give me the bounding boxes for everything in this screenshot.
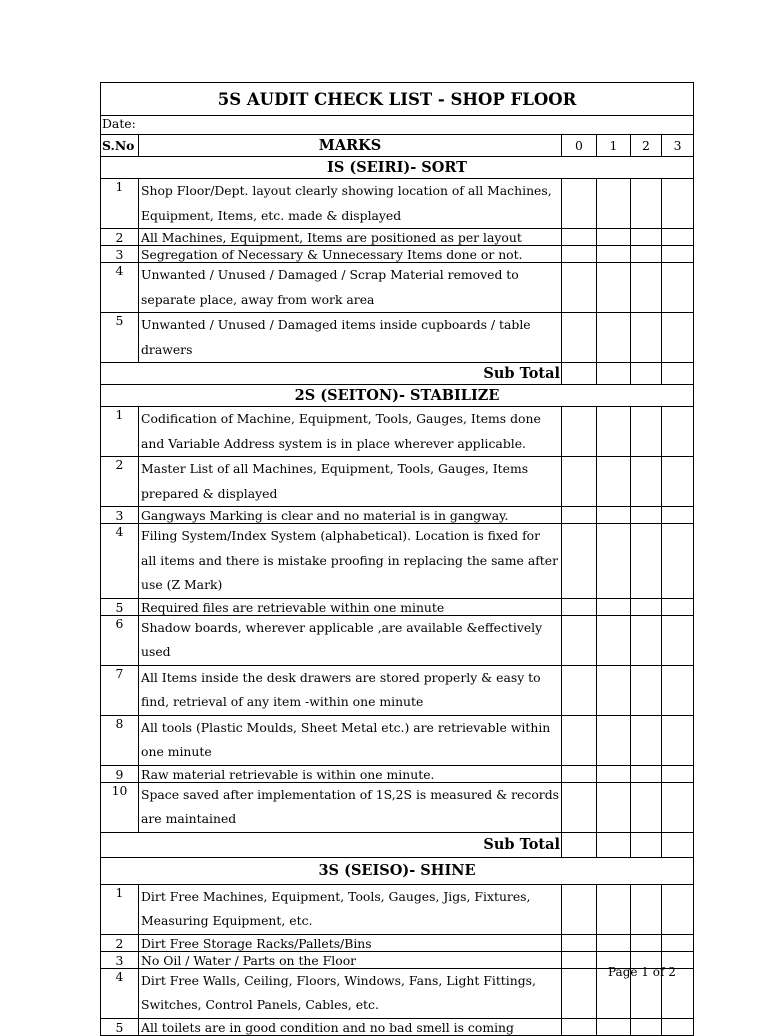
score-cell-1[interactable] (597, 263, 631, 313)
item-number: 8 (101, 715, 139, 765)
checklist-item-row (101, 407, 694, 457)
checklist-item-row (101, 246, 694, 263)
checklist-item-row (101, 1018, 694, 1035)
score-cell-3[interactable] (662, 457, 694, 507)
score-cell-0[interactable] (562, 951, 597, 968)
score-cell-1[interactable] (597, 715, 631, 765)
subtotal-score-cell-0[interactable] (562, 363, 597, 385)
score-cell-1[interactable] (597, 229, 631, 246)
checklist-item-row (101, 263, 694, 313)
score-cell-0[interactable] (562, 524, 597, 599)
score-cell-0[interactable] (562, 715, 597, 765)
score-cell-2[interactable] (631, 246, 662, 263)
score-cell-2[interactable] (631, 715, 662, 765)
score-cell-0[interactable] (562, 407, 597, 457)
section-row (101, 857, 694, 884)
item-number: 3 (101, 507, 139, 524)
item-description: All toilets are in good condition and no bad smell is coming (139, 1018, 562, 1035)
score-cell-3[interactable] (662, 615, 694, 665)
score-cell-1[interactable] (597, 507, 631, 524)
item-number: 6 (101, 615, 139, 665)
score-cell-0[interactable] (562, 457, 597, 507)
score-cell-1[interactable] (597, 457, 631, 507)
subtotal-label: Sub Total (101, 832, 562, 857)
section-row (101, 385, 694, 407)
score-cell-0[interactable] (562, 229, 597, 246)
item-number: 2 (101, 229, 139, 246)
item-number: 4 (101, 263, 139, 313)
score-cell-0[interactable] (562, 179, 597, 229)
item-number: 3 (101, 246, 139, 263)
item-number: 1 (101, 407, 139, 457)
item-number: 5 (101, 313, 139, 363)
score-cell-1[interactable] (597, 1018, 631, 1035)
score-cell-2[interactable] (631, 1018, 662, 1035)
score-cell-1[interactable] (597, 598, 631, 615)
score-cell-1[interactable] (597, 313, 631, 363)
subtotal-score-cell-0[interactable] (562, 832, 597, 857)
score-cell-0[interactable] (562, 598, 597, 615)
checklist-item-row (101, 968, 694, 1018)
score-cell-2[interactable] (631, 179, 662, 229)
score-cell-3[interactable] (662, 407, 694, 457)
item-description: Dirt Free Storage Racks/Pallets/Bins (139, 934, 562, 951)
item-description: Unwanted / Unused / Damaged items inside cupboards / table drawers (139, 313, 562, 363)
score-cell-1[interactable] (597, 179, 631, 229)
score-cell-2[interactable] (631, 407, 662, 457)
score-cell-3[interactable] (662, 524, 694, 599)
score-cell-3[interactable] (662, 782, 694, 832)
checklist-item-row (101, 884, 694, 934)
item-number: 2 (101, 457, 139, 507)
score-cell-3[interactable] (662, 665, 694, 715)
subtotal-score-cell-1[interactable] (597, 363, 631, 385)
score-cell-3[interactable] (662, 246, 694, 263)
date-row (101, 116, 694, 135)
header-marks: MARKS (139, 135, 562, 157)
checklist-item-row (101, 598, 694, 615)
item-description: No Oil / Water / Parts on the Floor (139, 951, 562, 968)
page-number: Page 1 of 2 (608, 965, 676, 979)
score-cell-1[interactable] (597, 665, 631, 715)
score-cell-2[interactable] (631, 934, 662, 951)
score-cell-1[interactable] (597, 407, 631, 457)
item-number: 4 (101, 524, 139, 599)
score-cell-3[interactable] (662, 179, 694, 229)
checklist-item-row (101, 665, 694, 715)
checklist-item-row (101, 615, 694, 665)
score-cell-1[interactable] (597, 615, 631, 665)
item-description: All Machines, Equipment, Items are positioned as per layout (139, 229, 562, 246)
score-cell-1[interactable] (597, 524, 631, 599)
item-description: Codification of Machine, Equipment, Tools, Gauges, Items done and Variable Address system is in place wherever applicable. (139, 407, 562, 457)
score-cell-0[interactable] (562, 246, 597, 263)
checklist-item-row (101, 229, 694, 246)
date-label: Date: (102, 116, 136, 131)
score-cell-1[interactable] (597, 765, 631, 782)
item-description: Shop Floor/Dept. layout clearly showing location of all Machines, Equipment, Items, etc. made & displayed (139, 179, 562, 229)
item-number: 5 (101, 598, 139, 615)
score-cell-0[interactable] (562, 263, 597, 313)
score-cell-0[interactable] (562, 1018, 597, 1035)
subtotal-row (101, 832, 694, 857)
score-cell-3[interactable] (662, 313, 694, 363)
header-score-1: 1 (597, 135, 631, 157)
subtotal-label: Sub Total (101, 363, 562, 385)
score-cell-2[interactable] (631, 615, 662, 665)
score-cell-1[interactable] (597, 246, 631, 263)
item-number: 9 (101, 765, 139, 782)
item-description: Unwanted / Unused / Damaged / Scrap Material removed to separate place, away from work area (139, 263, 562, 313)
score-cell-0[interactable] (562, 968, 597, 1018)
audit-checklist-table (100, 82, 694, 1036)
item-description: Dirt Free Machines, Equipment, Tools, Gauges, Jigs, Fixtures, Measuring Equipment, etc. (139, 884, 562, 934)
item-number: 3 (101, 951, 139, 968)
score-cell-2[interactable] (631, 782, 662, 832)
score-cell-2[interactable] (631, 765, 662, 782)
score-cell-3[interactable] (662, 507, 694, 524)
checklist-item-row (101, 934, 694, 951)
item-description: Gangways Marking is clear and no material is in gangway. (139, 507, 562, 524)
checklist-item-row (101, 715, 694, 765)
score-cell-3[interactable] (662, 598, 694, 615)
item-description: Required files are retrievable within one minute (139, 598, 562, 615)
score-cell-2[interactable] (631, 665, 662, 715)
score-cell-0[interactable] (562, 782, 597, 832)
subtotal-score-cell-3[interactable] (662, 832, 694, 857)
score-cell-2[interactable] (631, 263, 662, 313)
header-row (101, 135, 694, 157)
item-description: All Items inside the desk drawers are stored properly & easy to find, retrieval of any item -within one minute (139, 665, 562, 715)
section-row (101, 157, 694, 179)
score-cell-3[interactable] (662, 263, 694, 313)
score-cell-0[interactable] (562, 615, 597, 665)
item-description: Raw material retrievable is within one minute. (139, 765, 562, 782)
title-row (101, 83, 694, 116)
score-cell-2[interactable] (631, 457, 662, 507)
score-cell-3[interactable] (662, 715, 694, 765)
item-number: 7 (101, 665, 139, 715)
section-title: IS (SEIRI)- SORT (101, 157, 694, 179)
item-number: 1 (101, 884, 139, 934)
score-cell-3[interactable] (662, 884, 694, 934)
checklist-body (101, 83, 694, 1036)
section-title: 3S (SEISO)- SHINE (101, 857, 694, 884)
subtotal-score-cell-3[interactable] (662, 363, 694, 385)
score-cell-0[interactable] (562, 934, 597, 951)
item-description: Space saved after implementation of 1S,2S is measured & records are maintained (139, 782, 562, 832)
checklist-item-row (101, 457, 694, 507)
item-number: 2 (101, 934, 139, 951)
page-title: 5S AUDIT CHECK LIST - SHOP FLOOR (101, 83, 694, 116)
subtotal-score-cell-2[interactable] (631, 832, 662, 857)
checklist-item-row (101, 524, 694, 599)
score-cell-3[interactable] (662, 229, 694, 246)
score-cell-2[interactable] (631, 229, 662, 246)
score-cell-1[interactable] (597, 934, 631, 951)
checklist-item-row (101, 507, 694, 524)
item-number: 1 (101, 179, 139, 229)
header-score-2: 2 (631, 135, 662, 157)
item-number: 4 (101, 968, 139, 1018)
item-description: Shadow boards, wherever applicable ,are available &effectively used (139, 615, 562, 665)
checklist-item-row (101, 782, 694, 832)
score-cell-0[interactable] (562, 507, 597, 524)
score-cell-0[interactable] (562, 665, 597, 715)
score-cell-1[interactable] (597, 782, 631, 832)
score-cell-3[interactable] (662, 934, 694, 951)
subtotal-score-cell-2[interactable] (631, 363, 662, 385)
score-cell-0[interactable] (562, 313, 597, 363)
header-sno: S.No (101, 135, 139, 157)
checklist-item-row (101, 951, 694, 968)
item-description: Dirt Free Walls, Ceiling, Floors, Windows, Fans, Light Fittings, Switches, Control Panels, Cables, etc. (139, 968, 562, 1018)
item-number: 5 (101, 1018, 139, 1035)
subtotal-score-cell-1[interactable] (597, 832, 631, 857)
item-number: 10 (101, 782, 139, 832)
score-cell-2[interactable] (631, 884, 662, 934)
checklist-item-row (101, 179, 694, 229)
score-cell-2[interactable] (631, 313, 662, 363)
item-description: All tools (Plastic Moulds, Sheet Metal etc.) are retrievable within one minute (139, 715, 562, 765)
score-cell-1[interactable] (597, 884, 631, 934)
checklist-item-row (101, 313, 694, 363)
score-cell-3[interactable] (662, 1018, 694, 1035)
item-description: Filing System/Index System (alphabetical). Location is fixed for all items and there is mistake proofing in replacing the same after use (Z Mark) (139, 524, 562, 599)
item-description: Master List of all Machines, Equipment, Tools, Gauges, Items prepared & displayed (139, 457, 562, 507)
score-cell-2[interactable] (631, 507, 662, 524)
score-cell-0[interactable] (562, 884, 597, 934)
score-cell-3[interactable] (662, 765, 694, 782)
item-description: Segregation of Necessary & Unnecessary Items done or not. (139, 246, 562, 263)
score-cell-0[interactable] (562, 765, 597, 782)
checklist-item-row (101, 765, 694, 782)
header-score-3: 3 (662, 135, 694, 157)
section-title: 2S (SEITON)- STABILIZE (101, 385, 694, 407)
header-score-0: 0 (562, 135, 597, 157)
score-cell-2[interactable] (631, 598, 662, 615)
score-cell-2[interactable] (631, 524, 662, 599)
date-field[interactable] (101, 116, 694, 135)
subtotal-row (101, 363, 694, 385)
